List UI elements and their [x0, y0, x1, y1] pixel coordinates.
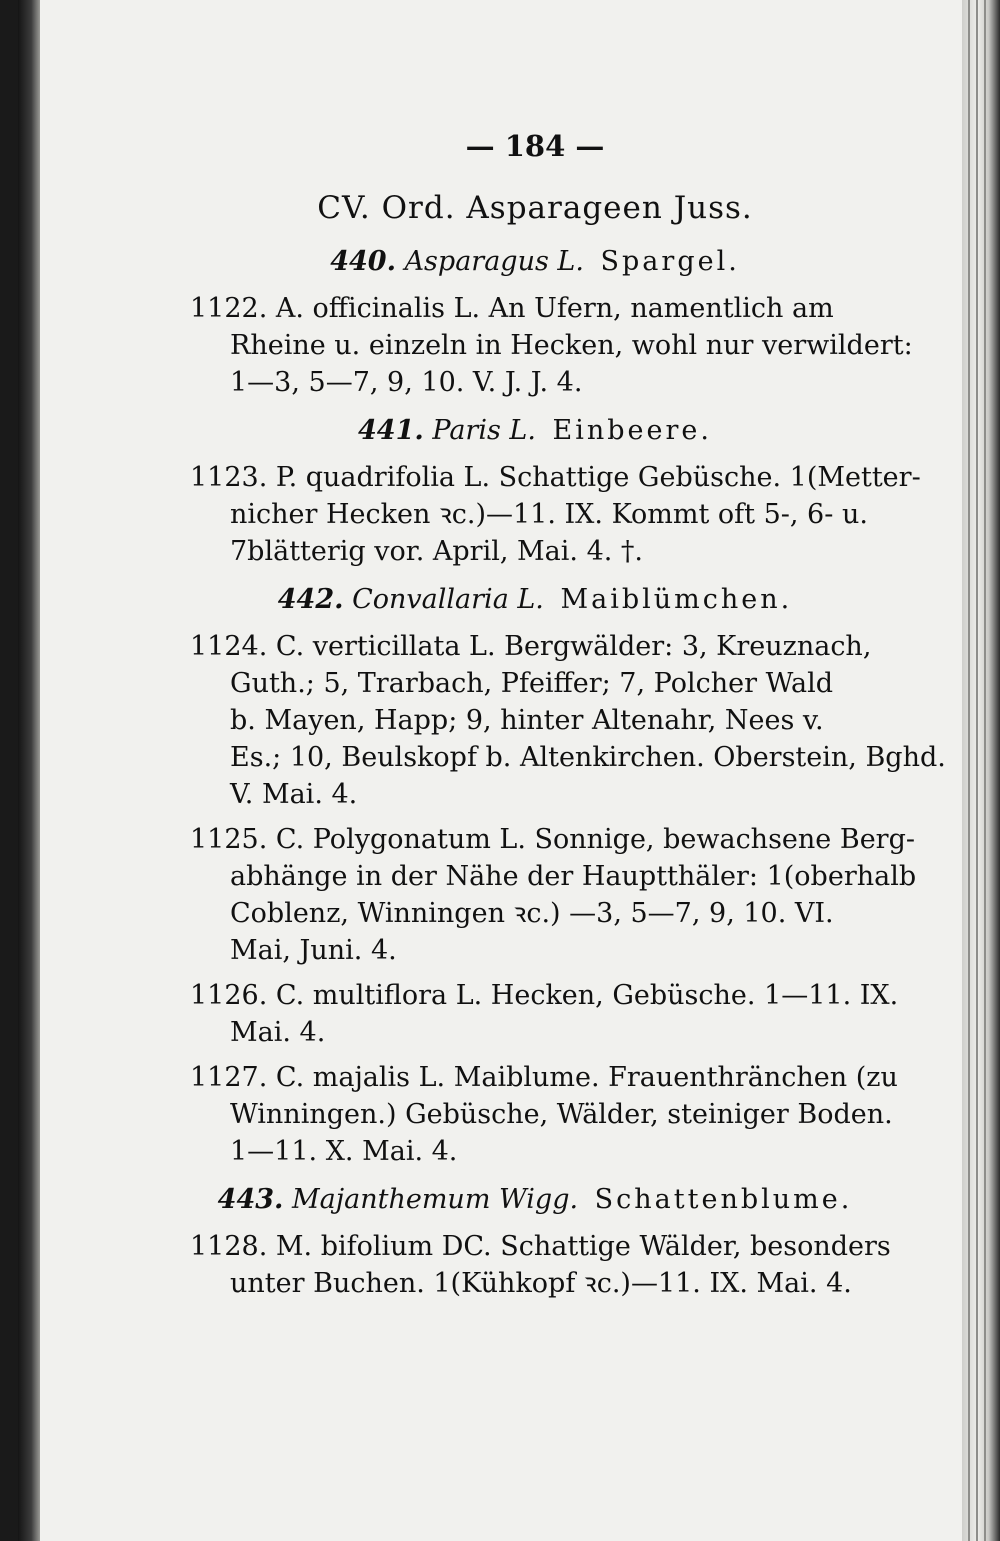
species-entry: [190, 290, 913, 401]
book-spine: [18, 0, 40, 1541]
entry-line: 1122. A. officinalis L. An Ufern, namentlich am: [190, 293, 834, 324]
entry-line: 1—3, 5—7, 9, 10. V. J. J. 4.: [230, 367, 583, 398]
species-entry: [190, 821, 917, 969]
entry-line: 7blätterig vor. April, Mai. 4. †.: [230, 536, 643, 567]
entry-line: 1125. C. Polygonatum L. Sonnige, bewachsene Berg-: [190, 824, 915, 855]
entry-line: 1128. M. bifolium DC. Schattige Wälder, besonders: [190, 1231, 891, 1262]
entry-line: Rheine u. einzeln in Hecken, wohl nur verwildert:: [230, 330, 913, 361]
entry-line: 1123. P. quadrifolia L. Schattige Gebüsche. 1(Metter-: [190, 462, 921, 493]
entry-line: Winningen.) Gebüsche, Wälder, steiniger Boden.: [230, 1099, 893, 1130]
genus-latin: Asparagus L.: [404, 246, 584, 277]
entry-line: Coblenz, Winningen ꝛc.) —3, 5—7, 9, 10. VI.: [230, 898, 834, 929]
genus-german: Maiblümchen.: [560, 584, 793, 615]
entry-line: V. Mai. 4.: [230, 779, 358, 810]
entry-line: b. Mayen, Happ; 9, hinter Altenahr, Nees v.: [230, 705, 824, 736]
entry-line: 1126. C. multiflora L. Hecken, Gebüsche. 1—11. IX.: [190, 980, 899, 1011]
genus-german: Spargel.: [600, 246, 740, 277]
genus-number: 440.: [330, 246, 396, 277]
genus-german: Einbeere.: [552, 415, 712, 446]
genus-latin: Convallaria L.: [352, 584, 544, 615]
entry-line: Guth.; 5, Trarbach, Pfeiffer; 7, Polcher Wald: [230, 668, 834, 699]
entry-line: 1124. C. verticillata L. Bergwälder: 3, Kreuznach,: [190, 631, 872, 662]
genus-number: 441.: [358, 415, 424, 446]
entry-line: abhänge in der Nähe der Hauptthäler: 1(oberhalb: [230, 861, 917, 892]
species-entry: [190, 1059, 898, 1170]
page-edges: [962, 0, 1000, 1541]
page-content: [190, 120, 946, 1310]
genus-number: 443.: [217, 1184, 284, 1215]
entry-line: Mai, Juni. 4.: [230, 935, 397, 966]
genus-heading: [190, 409, 880, 453]
genus-latin: Majanthemum Wigg.: [292, 1184, 579, 1215]
genus-heading: [190, 240, 880, 284]
page-number: — 184 —: [465, 129, 605, 163]
entry-line: Es.; 10, Beulskopf b. Altenkirchen. Oberstein, Bghd.: [230, 742, 946, 773]
entry-line: 1127. C. majalis L. Maiblume. Frauenthränchen (zu: [190, 1062, 898, 1093]
entry-line: 1—11. X. Mai. 4.: [230, 1136, 458, 1167]
entry-line: Mai. 4.: [230, 1017, 326, 1048]
genus-german: Schattenblume.: [594, 1184, 853, 1215]
species-entry: [190, 628, 946, 813]
species-entry: [190, 977, 899, 1051]
species-entry: [190, 459, 921, 570]
genus-heading: [190, 578, 880, 622]
entry-line: unter Buchen. 1(Kühkopf ꝛc.)—11. IX. Mai. 4.: [230, 1268, 852, 1299]
genus-latin: Paris L.: [432, 415, 536, 446]
entry-line: nicher Hecken ꝛc.)—11. IX. Kommt oft 5-, 6- u.: [230, 499, 868, 530]
genus-heading: [190, 1178, 880, 1222]
genus-number: 442.: [277, 584, 344, 615]
species-entry: [190, 1228, 891, 1302]
order-heading: CV. Ord. Asparageen Juss.: [317, 190, 753, 226]
